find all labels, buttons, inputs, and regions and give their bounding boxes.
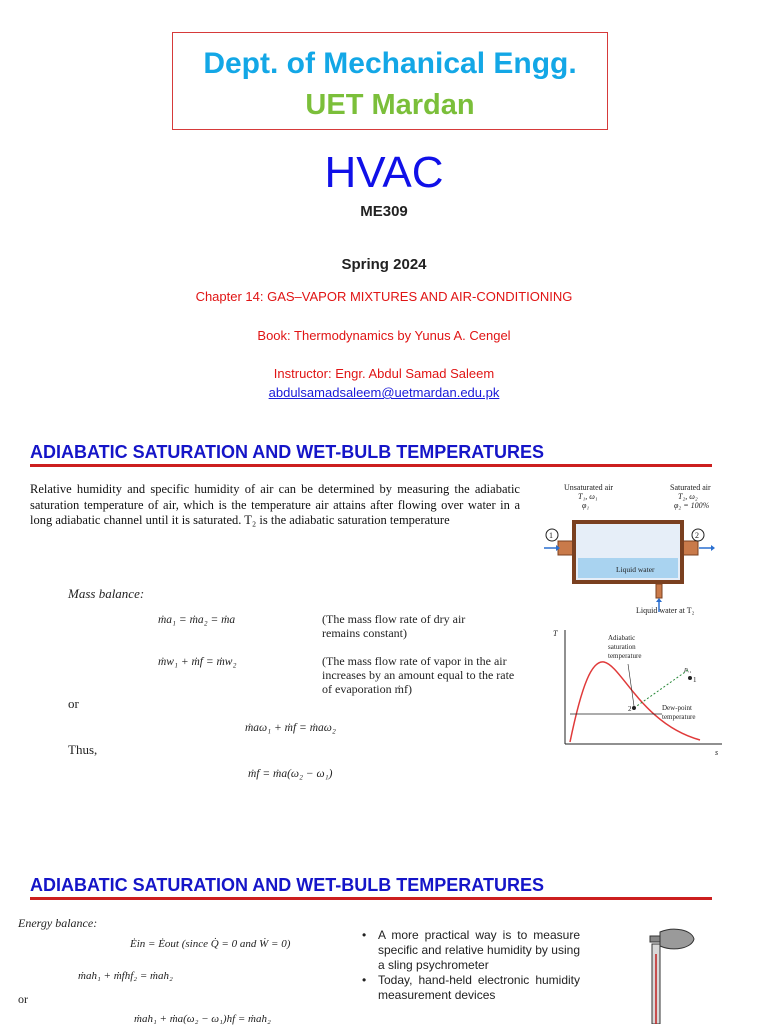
equation-dry-air-note: (The mass flow rate of dry air remains constant) <box>322 612 466 640</box>
energy-balance-label: Energy balance: <box>18 916 98 930</box>
equation-enthalpy: ṁah₁ + ṁfhf₂ = ṁah₂ <box>78 970 173 982</box>
state-1-label: 1 <box>549 531 553 540</box>
equation-energy: Ėin = Ėout (since Q̇ = 0 and Ẇ = 0) <box>130 938 291 950</box>
unsat-label: Unsaturated air <box>564 483 614 492</box>
s-axis-label: s <box>715 748 719 756</box>
pv-label: Pᵥ₁ <box>684 668 692 674</box>
state-2-label: 2 <box>695 531 699 540</box>
water-inlet-pipe <box>656 584 662 598</box>
thus-label: Thus, <box>68 742 98 757</box>
section2-heading: ADIABATIC SATURATION AND WET-BULB TEMPERATURES <box>30 875 544 895</box>
bullet-list <box>362 928 580 1003</box>
unsat-phi: φ₁ <box>582 501 590 510</box>
bullet-item: • Today, hand-held electronic humidity measurement devices <box>362 973 580 1003</box>
section1-paragraph: Relative humidity and specific humidity of air can be determined by measuring the adiabatic saturation temperature of air, which is the temperature air attains after flowing over water in a long adiabatic channel until it is saturated. T₂ is the adiabatic saturation temperature <box>30 482 520 527</box>
ast-label-1: Adiabatic <box>608 634 636 642</box>
ast-label-3: temperature <box>608 652 642 660</box>
instructor-name: Instructor: Engr. Abdul Samad Saleem <box>273 366 495 381</box>
state-1-point-label: 1 <box>693 676 697 684</box>
bullet-item: • A more practical way is to measure specific and relative humidity by using a sling psychrometer <box>362 928 580 973</box>
course-title: HVAC <box>324 148 444 197</box>
state-2-point-label: 2 <box>628 705 632 713</box>
ast-label-2: saturation <box>608 643 636 651</box>
equation-vapor: ṁw₁ + ṁf = ṁw₂ <box>158 656 237 668</box>
mass-balance-label: Mass balance: <box>68 586 145 601</box>
dew-label-1: Dew-point <box>662 704 692 712</box>
sat-label: Saturated air <box>670 483 711 492</box>
sat-state: T₂, ω₂ <box>678 492 698 501</box>
equation-enthalpy-2: ṁah₁ + ṁa(ω₂ − ω₁)hf = ṁah₂ <box>134 1013 271 1025</box>
section2-rule <box>30 897 712 900</box>
t-axis-label: T <box>553 629 558 638</box>
title-box <box>172 32 608 130</box>
equation-vapor-note: (The mass flow rate of vapor in the air increases by an amount equal to the rate of evaporation ṁf) <box>322 654 515 696</box>
sat-phi: φ₂ = 100% <box>674 501 710 510</box>
instructor-email-link[interactable]: abdulsamadsaleem@uetmardan.edu.pk <box>268 385 500 400</box>
state-2-point <box>632 706 636 710</box>
department-name: Dept. of Mechanical Engg. <box>203 47 577 80</box>
equation-omega: ṁaω₁ + ṁf = ṁaω₂ <box>245 722 336 734</box>
section1-heading: ADIABATIC SATURATION AND WET-BULB TEMPERATURES <box>30 442 544 462</box>
sling-psychrometer-image <box>648 924 698 1024</box>
chapter-title: Chapter 14: GAS–VAPOR MIXTURES AND AIR-CONDITIONING <box>195 289 573 304</box>
equation-evaporation: ṁf = ṁa(ω₂ − ω₁) <box>248 768 333 780</box>
liquid-water-label: Liquid water <box>616 565 655 574</box>
or-label: or <box>68 696 79 711</box>
section1-rule <box>30 464 712 467</box>
dew-label-2: temperature <box>662 713 696 721</box>
t-s-diagram <box>550 624 730 756</box>
saturation-dome <box>570 662 700 742</box>
book-reference: Book: Thermodynamics by Yunus A. Cengel <box>257 328 511 343</box>
university-name: UET Mardan <box>305 89 475 121</box>
equation-dry-air: ṁa₁ = ṁa₂ = ṁa <box>158 614 236 626</box>
adiabatic-channel-diagram <box>538 478 718 618</box>
state-1-point <box>688 676 692 680</box>
unsat-state: T₁, ω₁ <box>578 492 598 501</box>
process-line <box>634 670 688 708</box>
or-label-2: or <box>18 992 28 1006</box>
liquid-water-inlet-label: Liquid water at T₂ <box>636 606 695 615</box>
course-term: Spring 2024 <box>341 256 427 273</box>
course-code: ME309 <box>360 203 408 220</box>
